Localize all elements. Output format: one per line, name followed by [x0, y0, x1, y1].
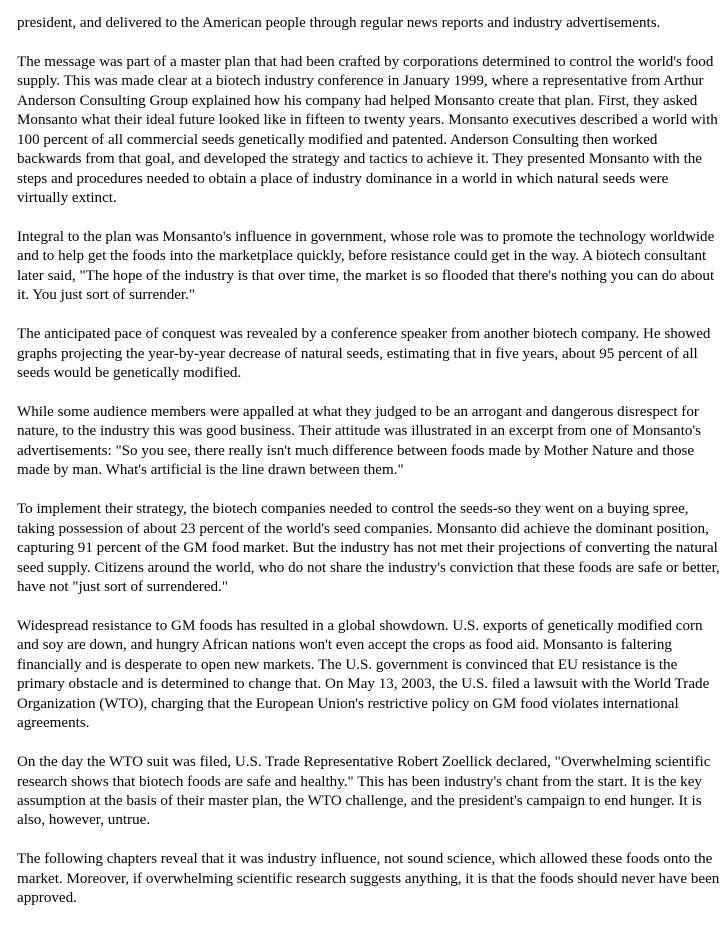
paragraph-7: Widespread resistance to GM foods has resulted in a global showdown. U.S. exports of genetically modified corn and soy are down, and hungry African nations won't even accept the crops as food aid. Monsanto is faltering financially and is desperate to open new markets. The U.S. government is convinced that EU resistance is the primary obstacle and is determined to change that. On May 13, 2003, the U.S. filed a lawsuit with the World Trade Organization (WTO), charging that the European Union's restrictive policy on GM food violates international agreements.: [17, 617, 710, 732]
document-page: [17, 14, 723, 909]
paragraph-5: While some audience members were appalled at what they judged to be an arrogant and dangerous disrespect for nature, to the industry this was good business. Their attitude was illustrated in an excerpt from one of Monsanto's advertisements: "So you see, there really isn't much difference between foods made by Mother Nature and those made by man. What's artificial is the line drawn between them.": [17, 404, 702, 479]
paragraph-6: To implement their strategy, the biotech companies needed to control the seeds-so they went on a buying spree, taking possession of about 23 percent of the world's seed companies. Monsanto did achieve the dominant position, capturing 91 percent of the GM food market. But the industry has not met their projections of converting the natural seed supply. Citizens around the world, who do not share the industry's conviction that these foods are safe or better, have not "just sort of surrendered.": [17, 501, 720, 596]
paragraph-8: On the day the WTO suit was filed, U.S. Trade Representative Robert Zoellick declared, "Overwhelming scientific research shows that biotech foods are safe and healthy." This has been industry's chant from the start. It is the key assumption at the basis of their master plan, the WTO challenge, and the president's campaign to end hunger. It is also, however, untrue.: [17, 754, 711, 829]
paragraph-4: The anticipated pace of conquest was revealed by a conference speaker from another biotech company. He showed graphs projecting the year-by-year decrease of natural seeds, estimating that in five years, about 95 percent of all seeds would be genetically modified.: [17, 326, 711, 382]
paragraph-1: president, and delivered to the American people through regular news reports and industry advertisements.: [17, 15, 661, 31]
paragraph-9: The following chapters reveal that it was industry influence, not sound science, which allowed these foods onto the market. Moreover, if overwhelming scientific research suggests anything, it is that the foods should never have been approved.: [17, 851, 720, 907]
paragraph-2: The message was part of a master plan that had been crafted by corporations determined to control the world's food supply. This was made clear at a biotech industry conference in January 1999, where a representative from Arthur Anderson Consulting Group explained how his company had helped Monsanto create that plan. First, they asked Monsanto what their ideal future looked like in fifteen to twenty years. Monsanto executives described a world with 100 percent of all commercial seeds genetically modified and patented. Anderson Consulting then worked backwards from that goal, and developed the strategy and tactics to achieve it. They presented Monsanto with the steps and procedures needed to obtain a place of industry dominance in a world in which natural seeds were virtually extinct.: [17, 53, 718, 207]
paragraph-3: Integral to the plan was Monsanto's influence in government, whose role was to promote the technology worldwide and to help get the foods into the marketplace quickly, before resistance could get in the way. A biotech consultant later said, "The hope of the industry is that over time, the market is so flooded that there's nothing you can do about it. You just sort of surrender.": [17, 228, 715, 304]
